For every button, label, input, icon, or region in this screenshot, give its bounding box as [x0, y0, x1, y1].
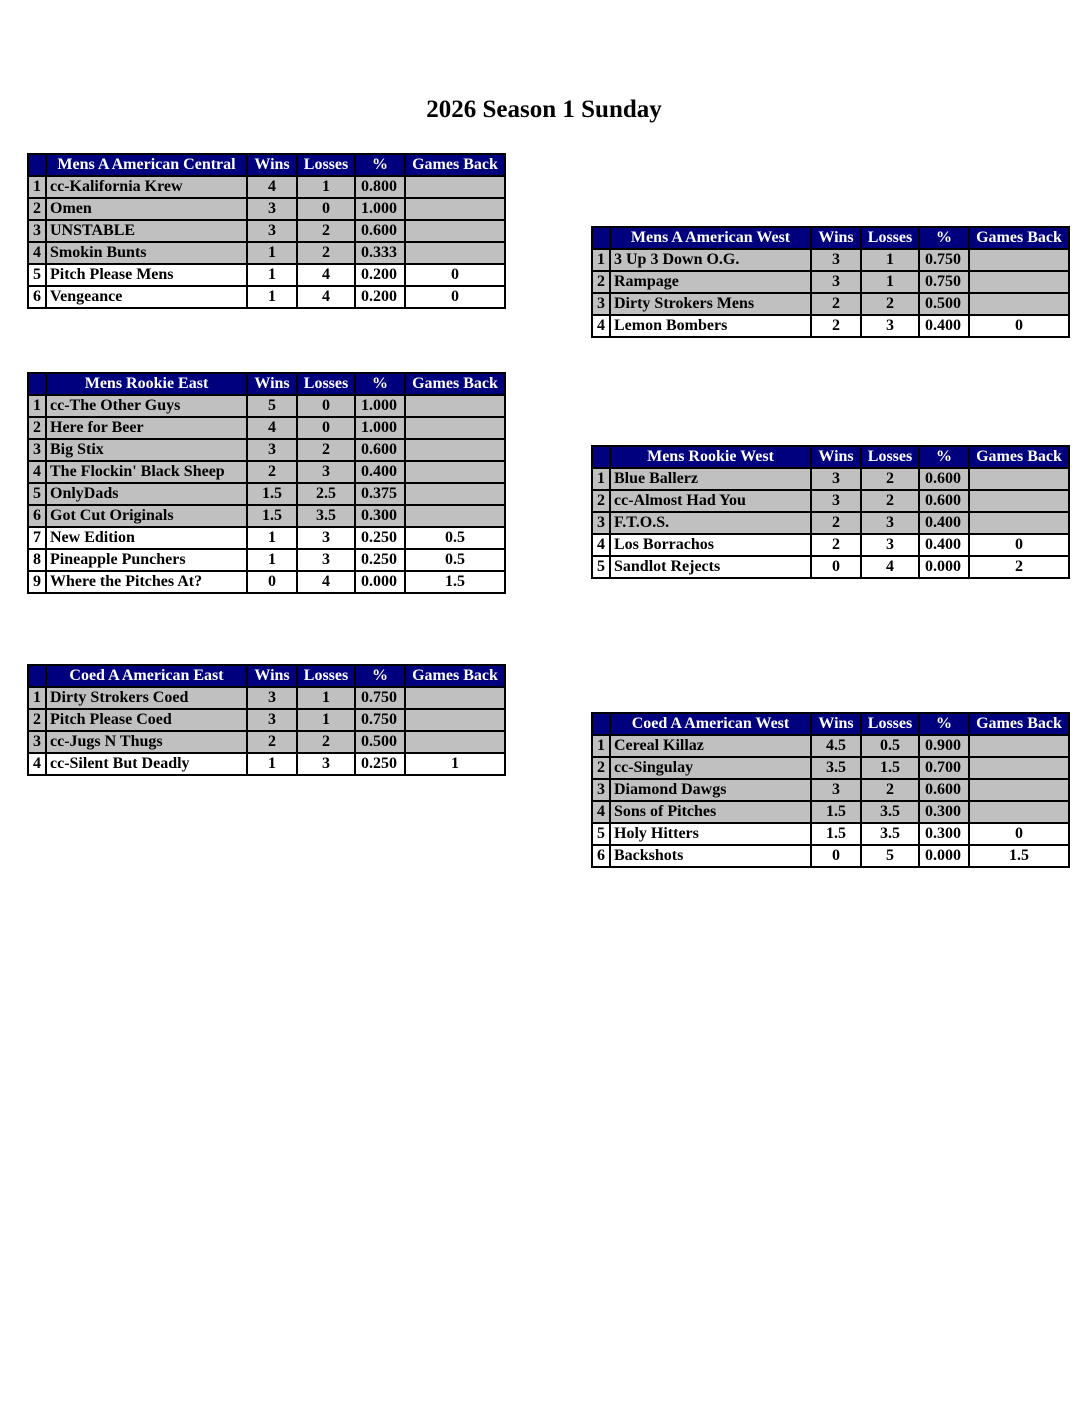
table-row — [28, 753, 505, 775]
losses-cell: 0 — [297, 198, 355, 220]
table-row — [28, 439, 505, 461]
wins-cell: 2 — [811, 534, 861, 556]
games-back-cell — [405, 176, 505, 198]
rank-header — [592, 227, 610, 249]
pct-cell: 0.333 — [355, 242, 405, 264]
rank-cell: 4 — [592, 534, 610, 556]
losses-cell: 4 — [861, 556, 919, 578]
losses-cell: 1 — [297, 687, 355, 709]
team-name: Where the Pitches At? — [46, 571, 247, 593]
team-name: The Flockin' Black Sheep — [46, 461, 247, 483]
rank-cell: 4 — [28, 753, 46, 775]
team-name: Smokin Bunts — [46, 242, 247, 264]
losses-cell: 3.5 — [861, 823, 919, 845]
pct-header: % — [355, 665, 405, 687]
wins-cell: 0 — [247, 571, 297, 593]
rank-cell: 4 — [592, 801, 610, 823]
pct-cell: 0.000 — [919, 845, 969, 867]
header-row — [28, 373, 505, 395]
wins-header: Wins — [247, 154, 297, 176]
table-row — [592, 845, 1069, 867]
games-back-cell: 2 — [969, 556, 1069, 578]
table-row — [28, 461, 505, 483]
games-back-cell: 1 — [405, 753, 505, 775]
wins-cell: 3 — [247, 439, 297, 461]
wins-cell: 4 — [247, 417, 297, 439]
table-row — [28, 483, 505, 505]
losses-cell: 3 — [297, 549, 355, 571]
team-name: Got Cut Originals — [46, 505, 247, 527]
losses-cell: 2 — [297, 220, 355, 242]
games-back-cell — [405, 505, 505, 527]
team-name: New Edition — [46, 527, 247, 549]
wins-cell: 3 — [811, 468, 861, 490]
rank-cell: 4 — [28, 242, 46, 264]
games-back-cell — [405, 483, 505, 505]
pct-cell: 0.400 — [919, 534, 969, 556]
division-name: Coed A American East — [46, 665, 247, 687]
rank-cell: 1 — [28, 176, 46, 198]
wins-cell: 1.5 — [247, 505, 297, 527]
division-name: Mens A American West — [610, 227, 811, 249]
losses-cell: 3 — [297, 527, 355, 549]
pct-cell: 0.750 — [919, 249, 969, 271]
rank-cell: 1 — [28, 687, 46, 709]
games-back-cell: 0 — [405, 286, 505, 308]
losses-cell: 3 — [297, 753, 355, 775]
table-row — [592, 735, 1069, 757]
table-row — [28, 527, 505, 549]
wins-cell: 1 — [247, 527, 297, 549]
pct-cell: 0.300 — [355, 505, 405, 527]
rank-header — [28, 665, 46, 687]
losses-cell: 3.5 — [297, 505, 355, 527]
losses-header: Losses — [861, 227, 919, 249]
rank-cell: 5 — [28, 264, 46, 286]
table-row — [592, 490, 1069, 512]
losses-cell: 1 — [861, 271, 919, 293]
rank-header — [592, 713, 610, 735]
rank-cell: 9 — [28, 571, 46, 593]
wins-cell: 2 — [811, 512, 861, 534]
team-name: Rampage — [610, 271, 811, 293]
losses-cell: 2 — [861, 490, 919, 512]
rank-cell: 8 — [28, 549, 46, 571]
rank-cell: 2 — [28, 709, 46, 731]
games-back-cell — [405, 395, 505, 417]
team-name: Holy Hitters — [610, 823, 811, 845]
pct-header: % — [355, 154, 405, 176]
team-name: Blue Ballerz — [610, 468, 811, 490]
pct-cell: 0.300 — [919, 801, 969, 823]
losses-header: Losses — [297, 154, 355, 176]
team-name: Here for Beer — [46, 417, 247, 439]
pct-cell: 0.300 — [919, 823, 969, 845]
losses-cell: 0 — [297, 395, 355, 417]
wins-cell: 3 — [811, 490, 861, 512]
wins-header: Wins — [247, 373, 297, 395]
pct-cell: 0.600 — [919, 779, 969, 801]
table-row — [28, 198, 505, 220]
team-name: Backshots — [610, 845, 811, 867]
pct-cell: 0.375 — [355, 483, 405, 505]
wins-cell: 4.5 — [811, 735, 861, 757]
losses-header: Losses — [861, 446, 919, 468]
games-back-cell — [405, 417, 505, 439]
games-back-cell — [969, 293, 1069, 315]
losses-cell: 2 — [297, 242, 355, 264]
table-row — [592, 801, 1069, 823]
team-name: Diamond Dawgs — [610, 779, 811, 801]
team-name: cc-Silent But Deadly — [46, 753, 247, 775]
rank-cell: 2 — [592, 757, 610, 779]
losses-cell: 2 — [861, 468, 919, 490]
wins-cell: 3 — [247, 220, 297, 242]
team-name: Lemon Bombers — [610, 315, 811, 337]
rank-cell: 1 — [592, 735, 610, 757]
table-row — [28, 687, 505, 709]
table-row — [28, 417, 505, 439]
table-row — [592, 779, 1069, 801]
games-back-cell — [405, 242, 505, 264]
rank-header — [28, 154, 46, 176]
team-name: Pitch Please Mens — [46, 264, 247, 286]
wins-cell: 5 — [247, 395, 297, 417]
division-table — [591, 712, 1070, 868]
wins-cell: 2 — [811, 315, 861, 337]
pct-cell: 0.800 — [355, 176, 405, 198]
rank-cell: 2 — [592, 271, 610, 293]
table-row — [28, 549, 505, 571]
team-name: cc-Kalifornia Krew — [46, 176, 247, 198]
losses-cell: 2.5 — [297, 483, 355, 505]
losses-cell: 3 — [861, 534, 919, 556]
pct-cell: 0.750 — [919, 271, 969, 293]
losses-cell: 3.5 — [861, 801, 919, 823]
header-row — [28, 154, 505, 176]
wins-header: Wins — [811, 713, 861, 735]
losses-cell: 2 — [297, 439, 355, 461]
pct-cell: 0.250 — [355, 549, 405, 571]
games-back-cell — [969, 779, 1069, 801]
table-row — [28, 242, 505, 264]
pct-cell: 0.600 — [355, 439, 405, 461]
wins-cell: 1 — [247, 753, 297, 775]
games-back-cell — [969, 249, 1069, 271]
losses-cell: 4 — [297, 571, 355, 593]
pct-cell: 0.250 — [355, 527, 405, 549]
rank-cell: 4 — [28, 461, 46, 483]
pct-cell: 0.600 — [919, 468, 969, 490]
losses-cell: 4 — [297, 286, 355, 308]
pct-cell: 0.600 — [355, 220, 405, 242]
rank-cell: 6 — [28, 286, 46, 308]
division-name: Mens Rookie West — [610, 446, 811, 468]
losses-cell: 5 — [861, 845, 919, 867]
wins-cell: 2 — [811, 293, 861, 315]
team-name: cc-Almost Had You — [610, 490, 811, 512]
division-name: Coed A American West — [610, 713, 811, 735]
pct-cell: 0.750 — [355, 687, 405, 709]
rank-cell: 5 — [28, 483, 46, 505]
rank-header — [28, 373, 46, 395]
division-table — [591, 445, 1070, 579]
games-back-header: Games Back — [405, 373, 505, 395]
losses-cell: 2 — [297, 731, 355, 753]
wins-cell: 3 — [247, 687, 297, 709]
wins-cell: 4 — [247, 176, 297, 198]
team-name: UNSTABLE — [46, 220, 247, 242]
team-name: Sandlot Rejects — [610, 556, 811, 578]
wins-cell: 1.5 — [811, 801, 861, 823]
table-row — [28, 286, 505, 308]
page-title: 2026 Season 1 Sunday — [426, 96, 662, 123]
team-name: F.T.O.S. — [610, 512, 811, 534]
header-row — [28, 665, 505, 687]
losses-cell: 4 — [297, 264, 355, 286]
division-table — [27, 153, 506, 309]
rank-header — [592, 446, 610, 468]
header-row — [592, 713, 1069, 735]
rank-cell: 2 — [28, 417, 46, 439]
table-row — [592, 271, 1069, 293]
rank-cell: 2 — [592, 490, 610, 512]
table-row — [592, 468, 1069, 490]
wins-cell: 3 — [811, 249, 861, 271]
games-back-header: Games Back — [405, 154, 505, 176]
pct-cell: 1.000 — [355, 417, 405, 439]
wins-header: Wins — [247, 665, 297, 687]
games-back-cell — [969, 271, 1069, 293]
games-back-cell — [405, 198, 505, 220]
wins-cell: 3 — [247, 709, 297, 731]
table-row — [28, 709, 505, 731]
pct-cell: 0.700 — [919, 757, 969, 779]
rank-cell: 2 — [28, 198, 46, 220]
wins-cell: 1.5 — [247, 483, 297, 505]
losses-cell: 1 — [297, 176, 355, 198]
team-name: Pitch Please Coed — [46, 709, 247, 731]
division-name: Mens A American Central — [46, 154, 247, 176]
games-back-cell: 0 — [405, 264, 505, 286]
losses-header: Losses — [861, 713, 919, 735]
table-row — [592, 512, 1069, 534]
division-table — [27, 664, 506, 776]
team-name: 3 Up 3 Down O.G. — [610, 249, 811, 271]
rank-cell: 7 — [28, 527, 46, 549]
losses-cell: 1 — [297, 709, 355, 731]
losses-header: Losses — [297, 665, 355, 687]
pct-cell: 1.000 — [355, 395, 405, 417]
wins-cell: 3 — [811, 779, 861, 801]
wins-header: Wins — [811, 227, 861, 249]
pct-cell: 0.900 — [919, 735, 969, 757]
team-name: Los Borrachos — [610, 534, 811, 556]
rank-cell: 3 — [28, 439, 46, 461]
games-back-cell — [405, 709, 505, 731]
rank-cell: 6 — [592, 845, 610, 867]
rank-cell: 4 — [592, 315, 610, 337]
team-name: Dirty Strokers Coed — [46, 687, 247, 709]
pct-cell: 0.000 — [355, 571, 405, 593]
pct-cell: 0.200 — [355, 286, 405, 308]
games-back-cell — [969, 468, 1069, 490]
games-back-cell: 0.5 — [405, 549, 505, 571]
pct-cell: 0.200 — [355, 264, 405, 286]
pct-cell: 0.500 — [355, 731, 405, 753]
games-back-cell — [969, 757, 1069, 779]
table-row — [592, 249, 1069, 271]
table-row — [592, 556, 1069, 578]
team-name: OnlyDads — [46, 483, 247, 505]
pct-cell: 0.000 — [919, 556, 969, 578]
losses-cell: 1 — [861, 249, 919, 271]
table-row — [28, 505, 505, 527]
pct-cell: 0.400 — [355, 461, 405, 483]
table-row — [592, 293, 1069, 315]
games-back-cell — [969, 735, 1069, 757]
pct-header: % — [919, 713, 969, 735]
team-name: cc-The Other Guys — [46, 395, 247, 417]
pct-cell: 0.600 — [919, 490, 969, 512]
losses-cell: 0.5 — [861, 735, 919, 757]
wins-cell: 0 — [811, 556, 861, 578]
pct-cell: 0.750 — [355, 709, 405, 731]
rank-cell: 3 — [28, 731, 46, 753]
games-back-cell — [405, 439, 505, 461]
pct-header: % — [919, 446, 969, 468]
games-back-cell — [405, 731, 505, 753]
wins-cell: 1 — [247, 286, 297, 308]
wins-cell: 1 — [247, 242, 297, 264]
table-row — [592, 823, 1069, 845]
games-back-cell: 0 — [969, 315, 1069, 337]
rank-cell: 1 — [592, 468, 610, 490]
losses-cell: 3 — [297, 461, 355, 483]
losses-cell: 3 — [861, 512, 919, 534]
rank-cell: 6 — [28, 505, 46, 527]
table-row — [592, 315, 1069, 337]
games-back-header: Games Back — [969, 713, 1069, 735]
games-back-cell: 0.5 — [405, 527, 505, 549]
rank-cell: 5 — [592, 556, 610, 578]
pct-cell: 0.400 — [919, 315, 969, 337]
games-back-cell: 1.5 — [969, 845, 1069, 867]
wins-header: Wins — [811, 446, 861, 468]
pct-header: % — [355, 373, 405, 395]
wins-cell: 0 — [811, 845, 861, 867]
games-back-cell: 0 — [969, 534, 1069, 556]
games-back-cell — [405, 461, 505, 483]
header-row — [592, 446, 1069, 468]
pct-cell: 0.500 — [919, 293, 969, 315]
games-back-cell — [969, 512, 1069, 534]
table-row — [28, 264, 505, 286]
pct-header: % — [919, 227, 969, 249]
header-row — [592, 227, 1069, 249]
games-back-cell — [969, 801, 1069, 823]
losses-cell: 2 — [861, 779, 919, 801]
games-back-cell — [969, 490, 1069, 512]
division-table — [591, 226, 1070, 338]
games-back-cell — [405, 687, 505, 709]
team-name: Pineapple Punchers — [46, 549, 247, 571]
table-row — [28, 176, 505, 198]
games-back-cell: 0 — [969, 823, 1069, 845]
team-name: cc-Jugs N Thugs — [46, 731, 247, 753]
pct-cell: 0.400 — [919, 512, 969, 534]
team-name: Dirty Strokers Mens — [610, 293, 811, 315]
wins-cell: 3 — [811, 271, 861, 293]
table-row — [592, 757, 1069, 779]
games-back-header: Games Back — [405, 665, 505, 687]
table-row — [28, 220, 505, 242]
games-back-header: Games Back — [969, 227, 1069, 249]
wins-cell: 3 — [247, 198, 297, 220]
table-row — [592, 534, 1069, 556]
rank-cell: 1 — [592, 249, 610, 271]
pct-cell: 0.250 — [355, 753, 405, 775]
wins-cell: 1 — [247, 264, 297, 286]
losses-cell: 3 — [861, 315, 919, 337]
wins-cell: 2 — [247, 731, 297, 753]
losses-cell: 1.5 — [861, 757, 919, 779]
division-name: Mens Rookie East — [46, 373, 247, 395]
losses-cell: 2 — [861, 293, 919, 315]
losses-header: Losses — [297, 373, 355, 395]
rank-cell: 3 — [28, 220, 46, 242]
rank-cell: 1 — [28, 395, 46, 417]
team-name: Big Stix — [46, 439, 247, 461]
team-name: cc-Singulay — [610, 757, 811, 779]
table-row — [28, 395, 505, 417]
rank-cell: 3 — [592, 779, 610, 801]
games-back-header: Games Back — [969, 446, 1069, 468]
rank-cell: 3 — [592, 512, 610, 534]
rank-cell: 3 — [592, 293, 610, 315]
team-name: Omen — [46, 198, 247, 220]
table-row — [28, 731, 505, 753]
wins-cell: 3.5 — [811, 757, 861, 779]
wins-cell: 1 — [247, 549, 297, 571]
team-name: Cereal Killaz — [610, 735, 811, 757]
table-row — [28, 571, 505, 593]
rank-cell: 5 — [592, 823, 610, 845]
games-back-cell: 1.5 — [405, 571, 505, 593]
division-table — [27, 372, 506, 594]
games-back-cell — [405, 220, 505, 242]
wins-cell: 2 — [247, 461, 297, 483]
pct-cell: 1.000 — [355, 198, 405, 220]
wins-cell: 1.5 — [811, 823, 861, 845]
losses-cell: 0 — [297, 417, 355, 439]
team-name: Sons of Pitches — [610, 801, 811, 823]
team-name: Vengeance — [46, 286, 247, 308]
